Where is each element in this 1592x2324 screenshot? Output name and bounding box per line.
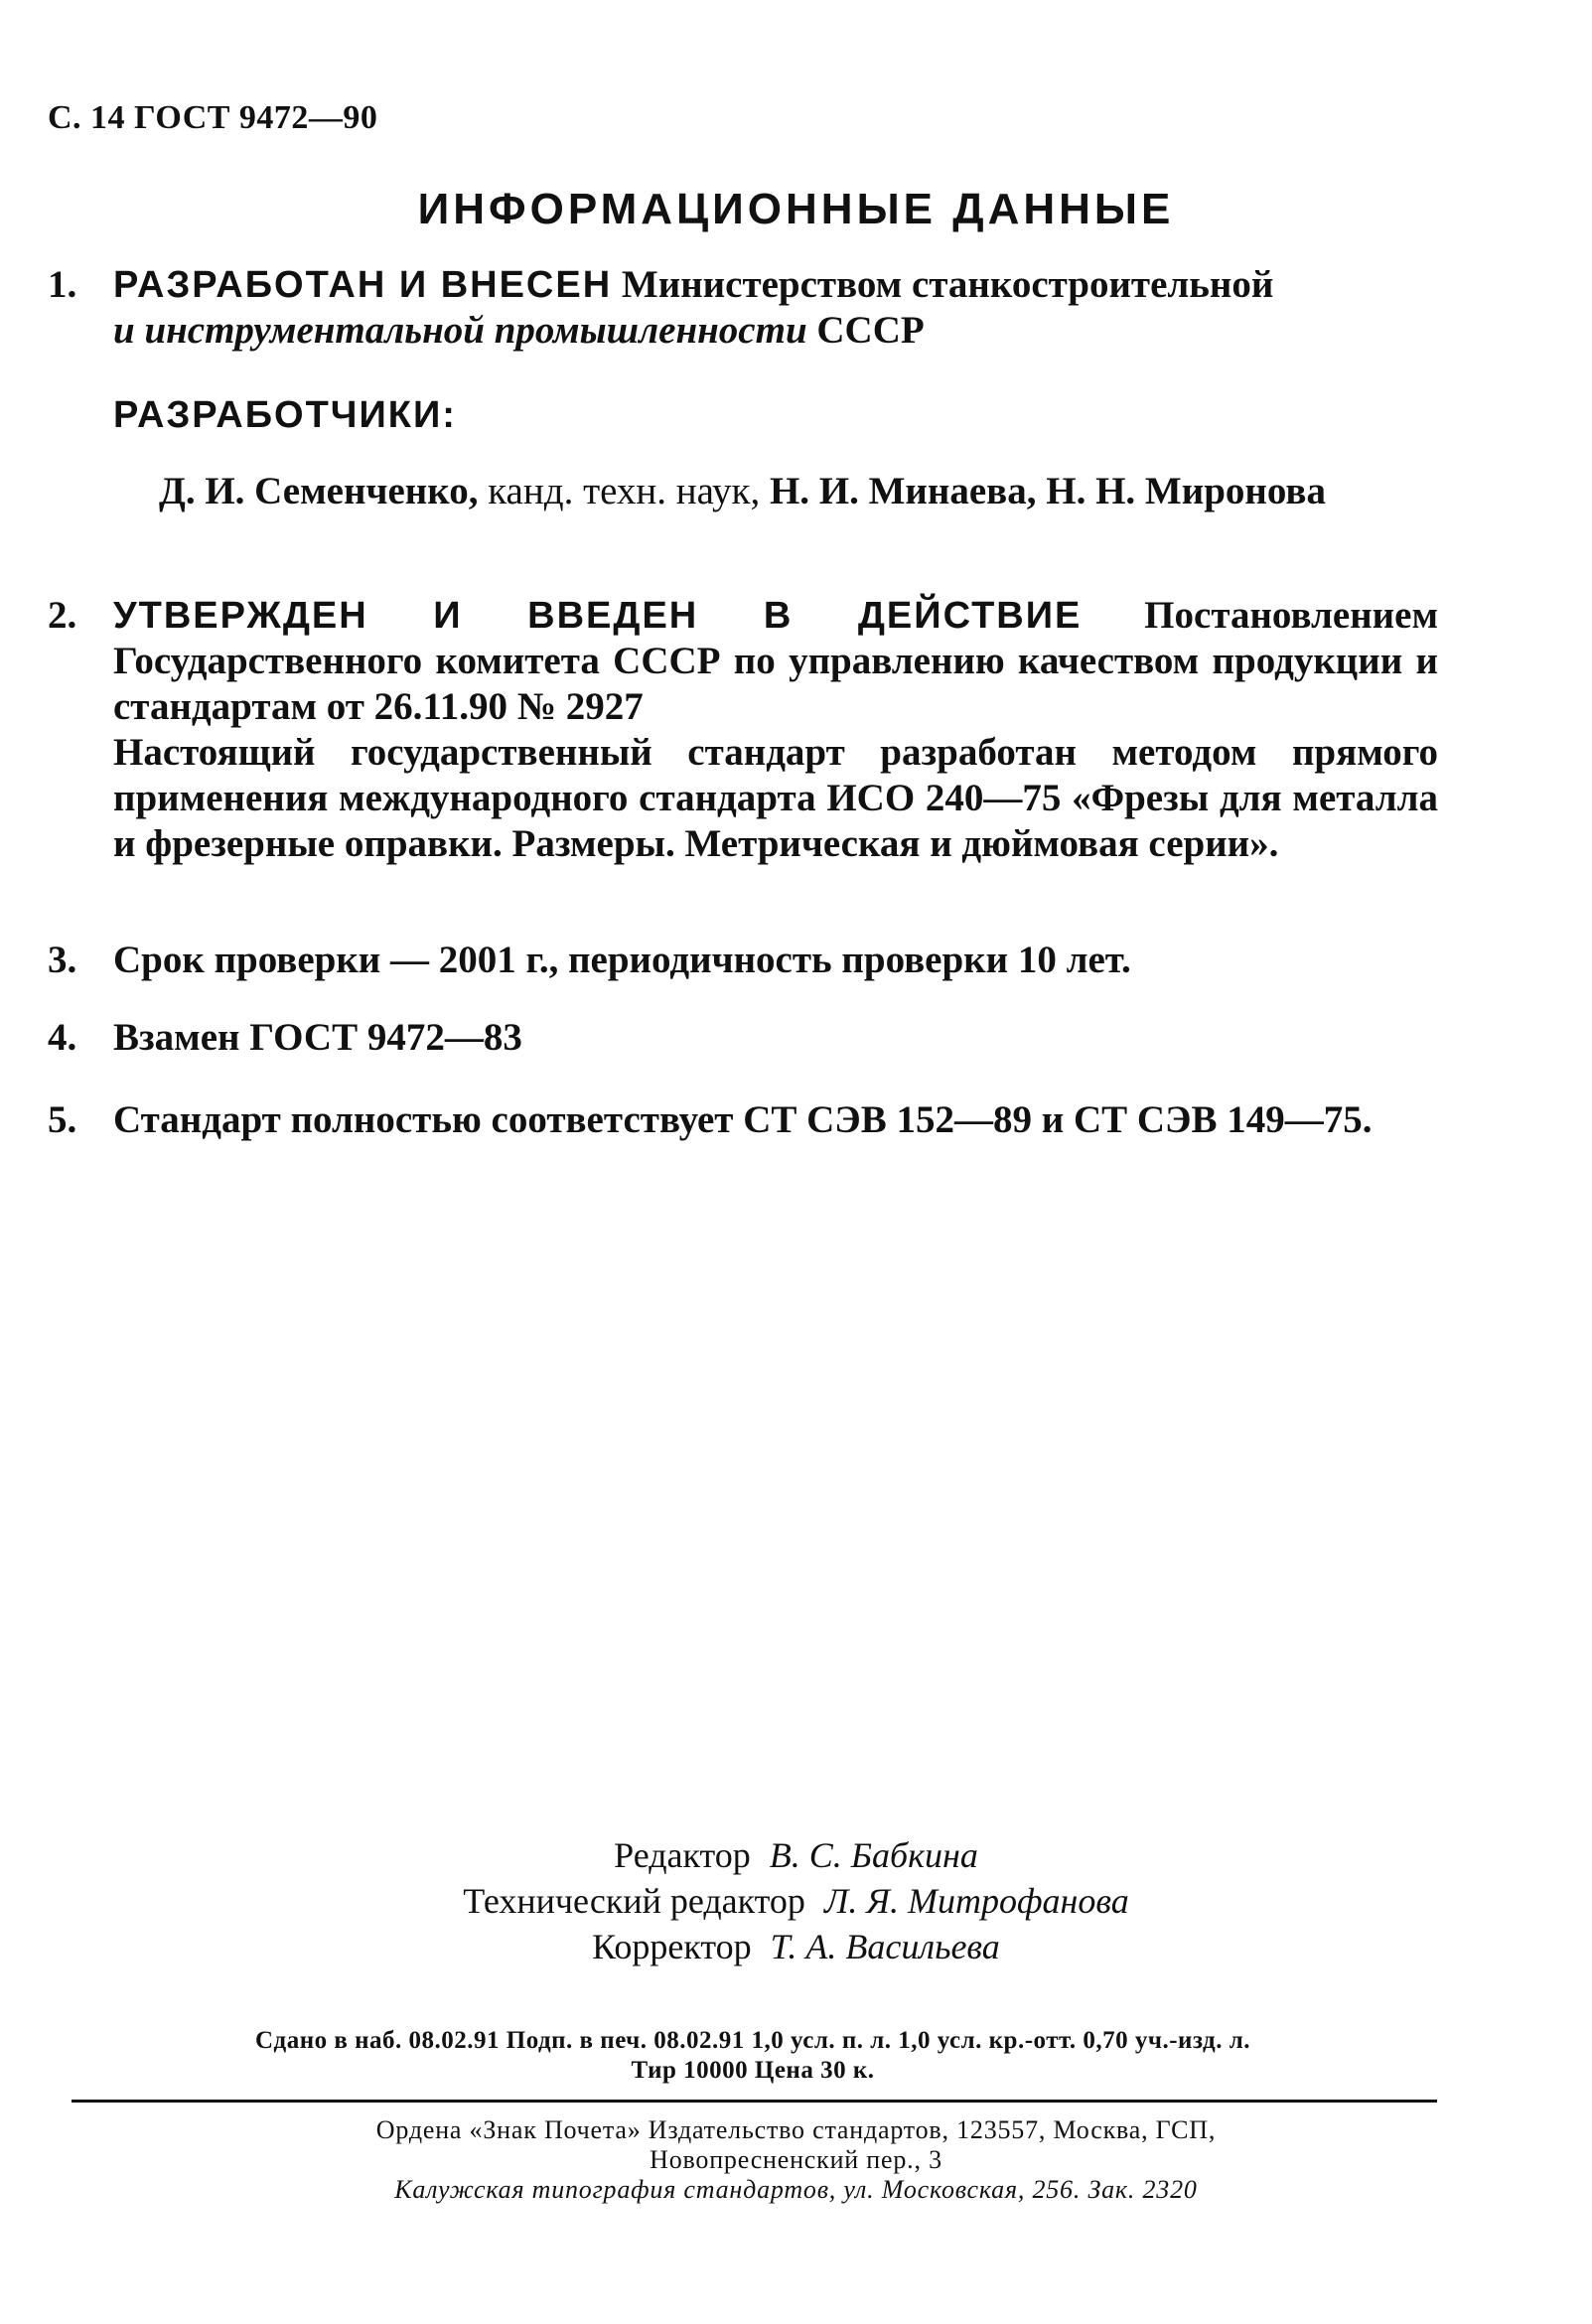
info-item-3 bbox=[48, 938, 1438, 983]
item-number: 3. bbox=[48, 939, 77, 981]
item-lead: РАЗРАБОТАН И ВНЕСЕН bbox=[113, 264, 613, 306]
developer-name: Д. И. Семенченко, bbox=[159, 470, 479, 512]
item-text-italic: и инструментальной промышленности bbox=[113, 309, 807, 352]
tech-editor-name: Л. Я. Митрофанова bbox=[823, 1881, 1129, 1921]
info-item-4 bbox=[48, 1015, 1438, 1061]
item-number: 4. bbox=[48, 1016, 77, 1059]
developer-degree: канд. техн. наук, bbox=[488, 470, 761, 512]
info-item-2 bbox=[48, 593, 1438, 867]
item-body bbox=[113, 262, 1438, 354]
item-text: Постановлением Государственного комитета СССР по управлению качеством продукции и стандартам от 26.11.90 № 2927 bbox=[113, 594, 1439, 728]
editor-role: Редактор bbox=[614, 1835, 751, 1875]
info-item-1 bbox=[48, 262, 1438, 354]
publisher-line: Новопресненский пер., 3 bbox=[650, 2145, 942, 2174]
proofreader-name: Т. А. Васильева bbox=[770, 1927, 1000, 1966]
page-reference: С. 14 ГОСТ 9472—90 bbox=[48, 99, 378, 136]
divider bbox=[72, 2100, 1437, 2103]
publisher-block bbox=[0, 2115, 1592, 2205]
developer-names: Н. И. Минаева, Н. Н. Миронова bbox=[769, 470, 1326, 512]
info-item-5 bbox=[48, 1097, 1438, 1143]
developers-list bbox=[159, 469, 1440, 514]
item-text: Стандарт полностью соответствует СТ СЭВ 152—89 и СТ СЭВ 149—75. bbox=[113, 1098, 1373, 1141]
imprint-line: Тир 10000 Цена 30 к. bbox=[631, 2057, 875, 2084]
editor-line bbox=[0, 1832, 1592, 1878]
item-text: Срок проверки — 2001 г., периодичность проверки 10 лет. bbox=[113, 939, 1131, 981]
editor-name: В. С. Бабкина bbox=[769, 1835, 978, 1875]
item-number: 1. bbox=[48, 263, 77, 306]
credits-block bbox=[0, 1832, 1592, 1969]
tech-editor-role: Технический редактор bbox=[463, 1881, 805, 1921]
developers-heading: РАЗРАБОТЧИКИ: bbox=[113, 394, 457, 436]
page-title: ИНФОРМАЦИОННЫЕ ДАННЫЕ bbox=[417, 185, 1175, 233]
item-number: 2. bbox=[48, 594, 77, 637]
publisher-line: Ордена «Знак Почета» Издательство стандартов, 123557, Москва, ГСП, bbox=[375, 2115, 1217, 2144]
item-text: Взамен ГОСТ 9472—83 bbox=[113, 1016, 522, 1059]
item-body bbox=[113, 593, 1438, 867]
tech-editor-line bbox=[0, 1878, 1592, 1924]
item-text-tail: СССР bbox=[816, 309, 925, 352]
item-text: Министерством станкостроительной bbox=[621, 263, 1274, 306]
proofreader-role: Корректор bbox=[592, 1927, 752, 1966]
printer-line: Калужская типография стандартов, ул. Московская, 256. Зак. 2320 bbox=[394, 2175, 1198, 2204]
imprint-line: Сдано в наб. 08.02.91 Подп. в печ. 08.02.91 1,0 усл. п. л. 1,0 усл. кр.-отт. 0,70 уч.-изд. л. bbox=[255, 2027, 1250, 2054]
item-lead: УТВЕРЖДЕН И ВВЕДЕН В ДЕЙСТВИЕ bbox=[113, 595, 1083, 637]
imprint-block bbox=[58, 2026, 1448, 2086]
item-note: Настоящий государственный стандарт разработан методом прямого применения международного стандарта ИСО 240—75 «Фрезы для металла и фрезерные оправки. Размеры. Метрическая и дюймовая серии». bbox=[113, 731, 1438, 865]
proofreader-line bbox=[0, 1924, 1592, 1969]
item-number: 5. bbox=[48, 1098, 77, 1141]
